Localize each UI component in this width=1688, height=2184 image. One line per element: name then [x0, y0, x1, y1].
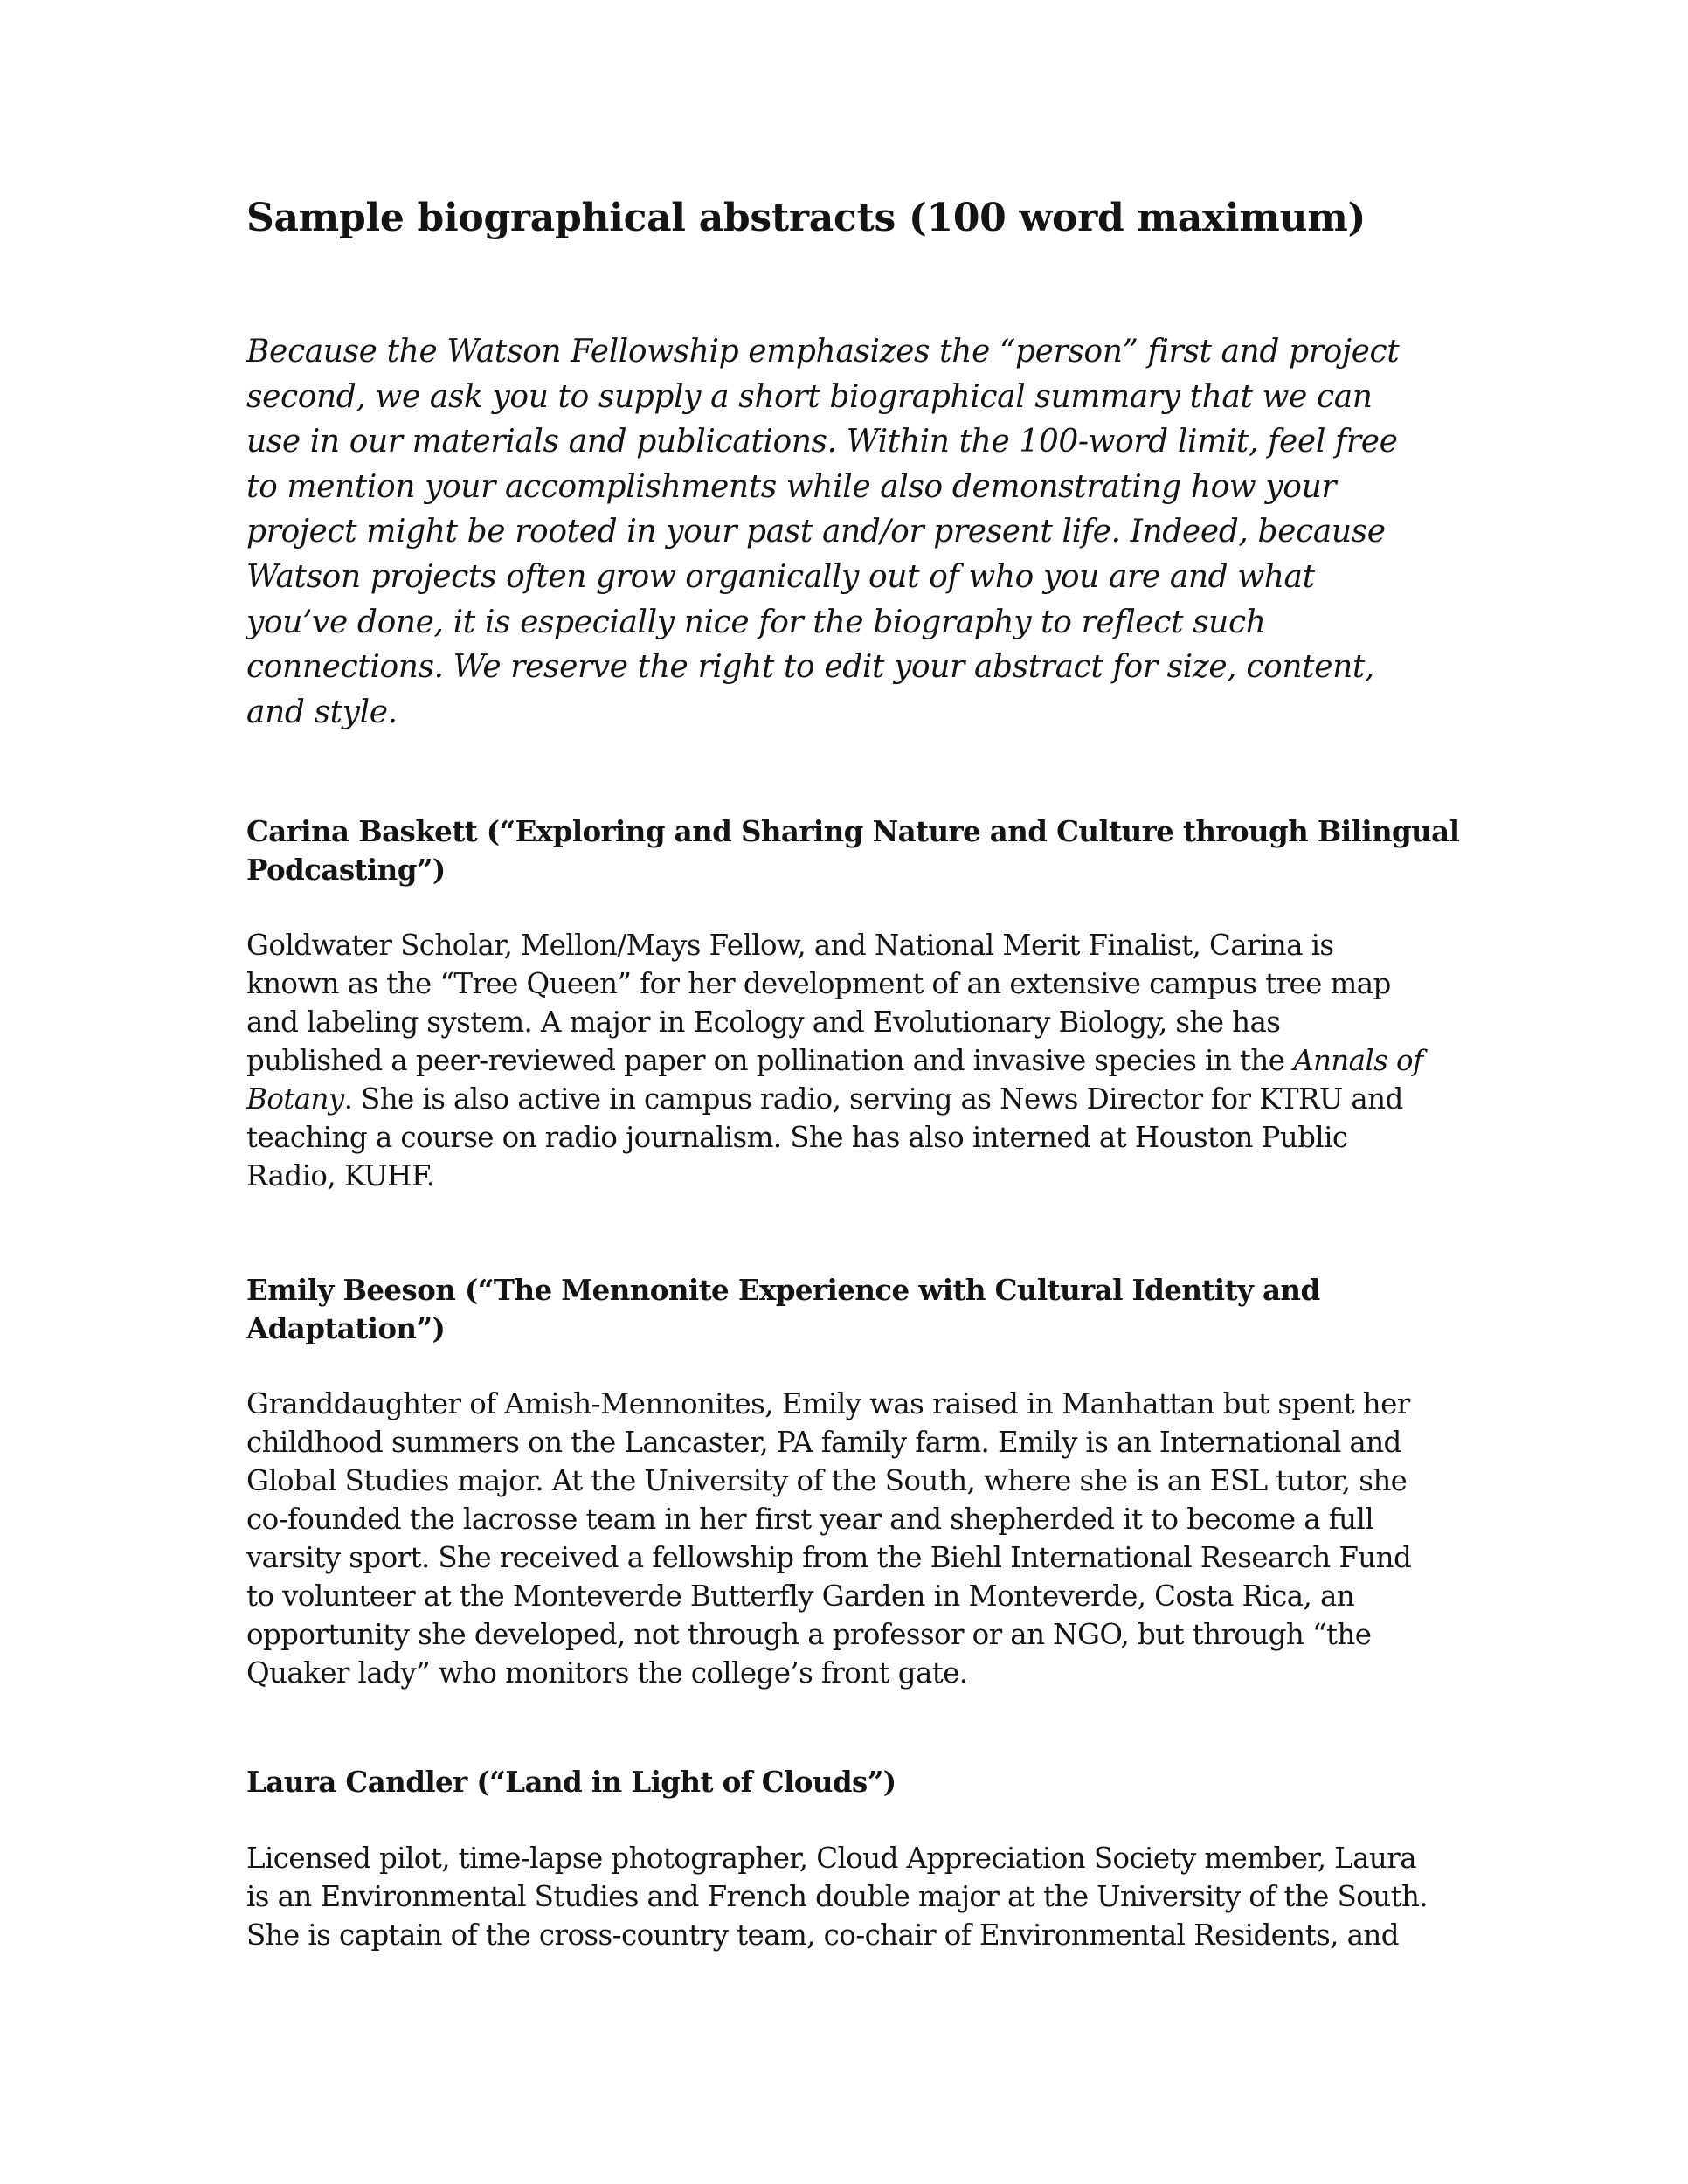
body-line: and labeling system. A major in Ecology and Evolutionary Biology, she has [246, 1006, 1281, 1039]
bio-entry-body [246, 1385, 1411, 1692]
heading-line: Laura Candler (“Land in Light of Clouds”) [246, 1765, 896, 1799]
body-line: opportunity she developed, not through a professor or an NGO, but through “the [246, 1618, 1372, 1651]
intro-line: and style. [246, 694, 398, 730]
intro-line: Because the Watson Fellowship emphasizes the “person” first and project [246, 334, 1400, 370]
body-line: known as the “Tree Queen” for her development of an extensive campus tree map [246, 967, 1391, 1000]
body-line: teaching a course on radio journalism. She has also interned at Houston Public [246, 1121, 1348, 1154]
body-text: published a peer-reviewed paper on pollination and invasive species in the [246, 1044, 1294, 1077]
journal-title-part: Annals of [1293, 1044, 1423, 1077]
heading-line: Podcasting”) [246, 852, 446, 887]
intro-line: use in our materials and publications. Within the 100-word limit, feel free [246, 424, 1398, 460]
bio-entry-body [246, 1839, 1428, 1954]
intro-line: project might be rooted in your past and/or present life. Indeed, because [246, 514, 1386, 550]
body-line: Goldwater Scholar, Mellon/Mays Fellow, and National Merit Finalist, Carina is [246, 929, 1334, 962]
intro-line: second, we ask you to supply a short biographical summary that we can [246, 378, 1373, 415]
intro-line: Watson projects often grow organically out of who you are and what [246, 558, 1315, 595]
body-line: Licensed pilot, time-lapse photographer, Cloud Appreciation Society member, Laura [246, 1842, 1416, 1875]
body-line: childhood summers on the Lancaster, PA family farm. Emily is an International and [246, 1426, 1401, 1459]
body-line: to volunteer at the Monteverde Butterfly Garden in Monteverde, Costa Rica, an [246, 1579, 1355, 1613]
journal-title-part: Botany [246, 1082, 344, 1116]
body-line: Granddaughter of Amish-Mennonites, Emily was raised in Manhattan but spent her [246, 1387, 1410, 1420]
body-text: . She is also active in campus radio, serving as News Director for KTRU and [343, 1082, 1403, 1116]
bio-entry-heading [246, 1763, 896, 1801]
heading-line: Adaptation”) [246, 1310, 446, 1345]
heading-line: Emily Beeson (“The Mennonite Experience with Cultural Identity and [246, 1273, 1320, 1307]
body-line: Global Studies major. At the University of the South, where she is an ESL tutor, she [246, 1464, 1408, 1497]
bio-entry-heading [246, 1271, 1320, 1347]
intro-line: to mention your accomplishments while also demonstrating how your [246, 468, 1337, 505]
body-line [246, 1041, 1422, 1080]
bio-entry-body [246, 926, 1422, 1195]
body-line: Quaker lady” who monitors the college’s front gate. [246, 1656, 968, 1690]
bio-entry-heading [246, 812, 1459, 888]
intro-paragraph [246, 329, 1443, 735]
body-line: varsity sport. She received a fellowship from the Biehl International Research Fund [246, 1541, 1412, 1574]
body-line: She is captain of the cross-country team, co-chair of Environmental Residents, and [246, 1918, 1399, 1952]
intro-line: you’ve done, it is especially nice for the biography to reflect such [246, 604, 1266, 640]
body-line: Radio, KUHF. [246, 1159, 435, 1192]
body-line: is an Environmental Studies and French double major at the University of the South. [246, 1880, 1429, 1913]
intro-line: connections. We reserve the right to edit your abstract for size, content, [246, 649, 1375, 686]
body-line: co-founded the lacrosse team in her first year and shepherded it to become a full [246, 1503, 1374, 1536]
document-title: Sample biographical abstracts (100 word maximum) [246, 196, 1366, 240]
heading-line: Carina Baskett (“Exploring and Sharing Nature and Culture through Bilingual [246, 814, 1460, 848]
body-line [246, 1080, 1422, 1118]
